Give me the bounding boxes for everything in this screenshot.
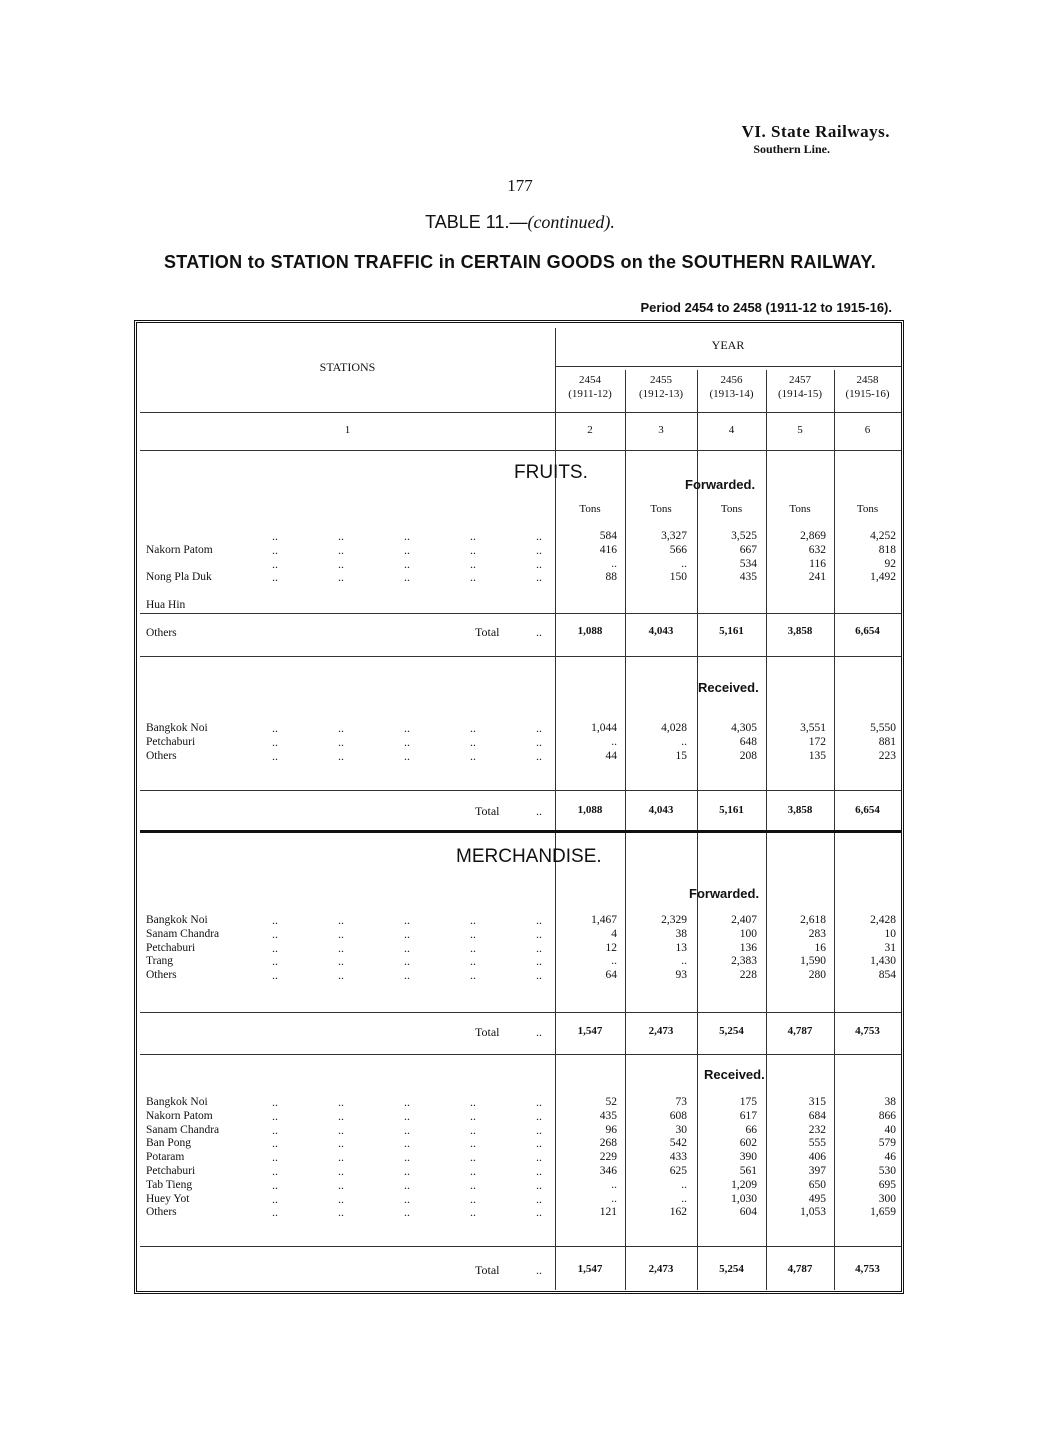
fruits-forwarded-stations [146, 530, 213, 654]
leader-dot: .. [536, 1150, 542, 1165]
rule [140, 790, 901, 791]
fruits-rcv-col-3: 4,028 .. 15 [661, 722, 687, 762]
leader-dot: .. [338, 1150, 344, 1165]
total-cell: 5,254 [719, 1025, 744, 1037]
leader-dot: .. [536, 748, 542, 763]
leader-dot: .. [536, 1136, 542, 1151]
total-label: Total [475, 1025, 500, 1039]
leader-dot: .. [404, 913, 410, 927]
leader-dot: .. [338, 1191, 344, 1206]
year-rule [555, 366, 901, 367]
station-name: Hua Hin [146, 598, 186, 611]
fruits-received-stations [146, 722, 208, 763]
station-name: Nakorn Patom [146, 1109, 213, 1122]
total-cell: 1,547 [577, 1263, 603, 1275]
fruits-rcv-col-2: 1,044 .. 44 [591, 722, 617, 762]
leader-dot: .. [272, 529, 278, 543]
leader-dot: .. [272, 542, 278, 557]
leader-dot: .. [404, 968, 410, 983]
total-cell: 5,161 [719, 804, 744, 816]
total-cell: 5,254 [719, 1263, 744, 1275]
leader-dot: .. [536, 542, 542, 557]
leader-dot: .. [470, 529, 476, 543]
leader-dot: .. [272, 1205, 278, 1220]
leader-dot: .. [536, 734, 542, 749]
leader-dot: .. [536, 1177, 542, 1192]
total-cell: 5,161 [719, 625, 744, 637]
leader-dot: .. [404, 1164, 410, 1178]
fruits-rcv-col-5: 3,551 172 135 [800, 722, 826, 762]
rule [140, 613, 901, 614]
leader-dot: .. [404, 734, 410, 749]
leader-dot: .. [470, 734, 476, 749]
leader-dot: .. [470, 570, 476, 585]
leader-dot: .. [272, 570, 278, 585]
leader-dot: .. [338, 529, 344, 543]
fruits-fwd-col-4: 3,525 667 534 435 [731, 530, 757, 584]
total-cell: 1,088 [577, 625, 603, 637]
leader-dot: .. [338, 926, 344, 941]
merch-rcv-col-6: 38 866 40 579 46 530 695 300 1,659 [870, 1096, 896, 1219]
leader-dot: .. [536, 1095, 542, 1109]
leader-dot: .. [470, 556, 476, 571]
leader-dot: .. [470, 940, 476, 955]
leader-dot: .. [338, 1122, 344, 1137]
total-cell: 4,787 [787, 1025, 813, 1037]
unit-label: Tons [856, 503, 879, 515]
leader-dot: .. [272, 1122, 278, 1137]
leader-dot: .. [272, 926, 278, 941]
leader-dot: .. [338, 542, 344, 557]
leader-dot: .. [338, 1095, 344, 1109]
year-header: YEAR [711, 338, 745, 352]
total-cell: 6,654 [855, 804, 880, 816]
merch-fwd-col-6: 2,428 10 31 1,430 854 [870, 914, 896, 982]
leader-dot: .. [272, 940, 278, 955]
leader-dot: .. [338, 1205, 344, 1220]
total-cell: 4,753 [855, 1263, 880, 1275]
leader-dot: .. [338, 570, 344, 585]
leader-dot: .. [536, 721, 542, 735]
leader-dot: .. [404, 1191, 410, 1206]
col-number-5: 5 [797, 424, 803, 436]
total-cell: 4,043 [648, 625, 674, 637]
station-name: Bangkok Noi [146, 914, 208, 926]
line-title: Southern Line. [753, 142, 830, 156]
leader-dot: .. [338, 940, 344, 955]
leader-dot: .. [470, 968, 476, 983]
leader-dot: .. [470, 1095, 476, 1109]
col-number-2: 2 [587, 424, 593, 436]
leader-dot: .. [536, 556, 542, 571]
leader-dot: .. [470, 1108, 476, 1123]
total-cell: 6,654 [855, 625, 880, 637]
leader-dot: .. [470, 1136, 476, 1151]
leader-dot: .. [272, 954, 278, 969]
page-number: 177 [507, 176, 533, 195]
leader-dot: .. [536, 926, 542, 941]
leader-dot: .. [404, 1108, 410, 1123]
fruits-fwd-col-3: 3,327 566 .. 150 [661, 530, 687, 584]
leader-dot: .. [272, 1164, 278, 1178]
col-number-6: 6 [864, 424, 871, 436]
leader-dot: .. [470, 954, 476, 969]
leader-dot: .. [338, 968, 344, 983]
rule [140, 1012, 901, 1013]
section-rule [140, 830, 901, 833]
leader-dot: .. [404, 954, 410, 969]
dots: .. [536, 1025, 542, 1039]
station-name: Bangkok Noi [146, 1096, 208, 1108]
dots: .. [536, 804, 542, 818]
leader-dot: .. [272, 748, 278, 763]
leader-dot: .. [536, 1164, 542, 1178]
leader-dot: .. [470, 1150, 476, 1165]
merch-received-stations [146, 1096, 219, 1220]
total-cell: 3,858 [787, 625, 813, 637]
year-col-2: 2454 [579, 374, 601, 386]
period-note: Period 2454 to 2458 (1911-12 to 1915-16). [640, 300, 892, 315]
leader-dot: .. [338, 1136, 344, 1151]
fruits-fwd-col-6: 4,252 818 92 1,492 [870, 530, 896, 584]
leader-dot: .. [338, 1164, 344, 1178]
station-name: Huey Yot [146, 1192, 190, 1205]
total-label: Total [475, 1263, 500, 1277]
station-name: Petchaburi [146, 735, 196, 748]
total-label: Total [475, 804, 500, 818]
total-cell: 2,473 [648, 1025, 674, 1037]
leader-dot: .. [404, 1095, 410, 1109]
merch-fwd-col-4: 2,407 100 136 2,383 228 [731, 914, 757, 982]
station-name: Bangkok Noi [146, 722, 208, 734]
merch-rcv-col-5: 315 684 232 555 406 397 650 495 1,053 [800, 1096, 826, 1219]
unit-label: Tons [579, 503, 601, 515]
merchandise-title: MERCHANDISE. [456, 846, 602, 867]
fruits-fwd-col-2: 584 416 .. 88 [599, 530, 617, 584]
page-header [742, 122, 890, 157]
stations-header: STATIONS [319, 360, 376, 374]
leader-dot: .. [470, 926, 476, 941]
year-col-3: 2455 [650, 374, 672, 386]
dots: .. [536, 1263, 542, 1277]
leader-dot: .. [536, 940, 542, 955]
leader-dot: .. [404, 940, 410, 955]
leader-dot: .. [338, 748, 344, 763]
leader-dot: .. [272, 1136, 278, 1151]
leader-dot: .. [536, 954, 542, 969]
total-cell: 1,088 [577, 804, 603, 816]
table-subtitle: STATION to STATION TRAFFIC in CERTAIN GOODS on the SOUTHERN RAILWAY. [163, 252, 877, 272]
station-name: Trang [146, 955, 174, 968]
leader-dot: .. [404, 529, 410, 543]
leader-dot: .. [404, 1150, 410, 1165]
fruits-rcv-col-4: 4,305 648 208 [731, 722, 757, 762]
station-name: Petchaburi [146, 941, 196, 954]
dots: .. [536, 625, 542, 639]
col-number-1: 1 [344, 424, 351, 436]
station-name: Tab Tieng [146, 1178, 193, 1191]
leader-dot: .. [338, 954, 344, 969]
fruits-title: FRUITS. [514, 462, 588, 483]
merch-received-label: Received. [704, 1067, 765, 1082]
year-col-4: 2456 [720, 374, 743, 386]
station-name: Petchaburi [146, 1164, 196, 1177]
year-col-6: 2458 [856, 374, 879, 386]
station-name: Sanam Chandra [146, 1123, 220, 1136]
col-number-3: 3 [658, 424, 664, 436]
year-ad-3: (1912-13) [639, 388, 683, 400]
total-cell: 4,043 [648, 804, 674, 816]
station-name: Ban Pong [146, 1137, 192, 1150]
fruits-forwarded-label: Forwarded. [685, 477, 756, 492]
leader-dot: .. [338, 721, 344, 735]
unit-label: Tons [650, 503, 672, 515]
rule [140, 656, 901, 657]
total-label: Total [475, 625, 500, 639]
leader-dot: .. [470, 1205, 476, 1220]
year-ad-5: (1914-15) [778, 388, 822, 400]
year-ad-6: (1915-16) [845, 388, 890, 400]
header-rule-2 [140, 450, 901, 451]
leader-dot: .. [470, 1164, 476, 1178]
col-number-4: 4 [728, 424, 735, 436]
merch-rcv-col-3: 73 608 30 542 433 625 .. .. 162 [669, 1096, 687, 1219]
leader-dot: .. [536, 913, 542, 927]
total-cell: 2,473 [648, 1263, 674, 1275]
leader-dot: .. [272, 1095, 278, 1109]
merch-fwd-col-5: 2,618 283 16 1,590 280 [800, 914, 826, 982]
leader-dot: .. [404, 721, 410, 735]
leader-dot: .. [536, 1122, 542, 1137]
merch-fwd-col-2: 1,467 4 12 .. 64 [591, 914, 617, 982]
leader-dot: .. [536, 1205, 542, 1220]
leader-dot: .. [272, 1191, 278, 1206]
unit-label: Tons [789, 503, 811, 515]
leader-dot: .. [470, 1177, 476, 1192]
header-rule-1 [140, 412, 901, 413]
leader-dot: .. [404, 1122, 410, 1137]
station-name: Others [146, 969, 177, 982]
section-title: VI. State Railways. [741, 122, 890, 141]
leader-dot: .. [470, 542, 476, 557]
leader-dot: .. [536, 968, 542, 983]
leader-dot: .. [272, 734, 278, 749]
leader-dot: .. [272, 913, 278, 927]
leader-dot: .. [404, 1177, 410, 1192]
leader-dot: .. [404, 542, 410, 557]
leader-dot: .. [272, 1108, 278, 1123]
leader-dot: .. [404, 1136, 410, 1151]
total-cell: 4,753 [855, 1025, 880, 1037]
leader-dot: .. [536, 1108, 542, 1123]
leader-dot: .. [404, 748, 410, 763]
leader-dot: .. [404, 926, 410, 941]
leader-dot: .. [272, 1150, 278, 1165]
year-col-5: 2457 [789, 374, 811, 386]
station-name: Sanam Chandra [146, 927, 220, 940]
leader-dot: .. [272, 968, 278, 983]
leader-dot: .. [536, 570, 542, 585]
leader-dot: .. [338, 1108, 344, 1123]
station-name: Potaram [146, 1151, 185, 1164]
year-ad-2: (1911-12) [568, 388, 612, 400]
leader-dot: .. [404, 570, 410, 585]
total-cell: 3,858 [787, 804, 813, 816]
leader-dot: .. [536, 1191, 542, 1206]
station-name: Others [146, 1206, 177, 1219]
leader-dot: .. [338, 913, 344, 927]
rule [140, 1054, 901, 1055]
total-cell: 4,787 [787, 1263, 813, 1275]
station-name: Others [146, 626, 177, 639]
merch-rcv-col-2: 52 435 96 268 229 346 .. .. 121 [599, 1096, 617, 1219]
table-title-main: TABLE 11.— [425, 212, 528, 232]
leader-dot: .. [338, 556, 344, 571]
leader-dot: .. [470, 1191, 476, 1206]
merch-forwarded-label: Forwarded. [689, 886, 760, 901]
leader-dot: .. [404, 556, 410, 571]
leader-dot: .. [272, 556, 278, 571]
table-title [0, 212, 1040, 233]
leader-dot: .. [404, 1205, 410, 1220]
table-title-italic: (continued). [527, 212, 615, 232]
fruits-fwd-col-5: 2,869 632 116 241 [800, 530, 826, 584]
rule [140, 1246, 901, 1247]
fruits-received-label: Received. [698, 680, 759, 695]
leader-dot: .. [470, 913, 476, 927]
station-name: Others [146, 749, 177, 762]
merch-rcv-col-4: 175 617 66 602 390 561 1,209 1,030 604 [731, 1096, 757, 1219]
station-name: Nakorn Patom [146, 543, 213, 556]
leader-dot: .. [470, 1122, 476, 1137]
unit-label: Tons [720, 503, 743, 515]
leader-dot: .. [470, 748, 476, 763]
leader-dot: .. [338, 734, 344, 749]
leader-dot: .. [536, 529, 542, 543]
leader-dot: .. [272, 1177, 278, 1192]
year-ad-4: (1913-14) [709, 388, 754, 400]
leader-dot: .. [272, 721, 278, 735]
leader-dot: .. [470, 721, 476, 735]
leader-dot: .. [338, 1177, 344, 1192]
station-name: Nong Pla Duk [146, 571, 212, 584]
fruits-rcv-col-6: 5,550 881 223 [870, 722, 896, 762]
total-cell: 1,547 [577, 1025, 603, 1037]
merch-forwarded-stations [146, 914, 219, 983]
merch-fwd-col-3: 2,329 38 13 .. 93 [661, 914, 687, 982]
